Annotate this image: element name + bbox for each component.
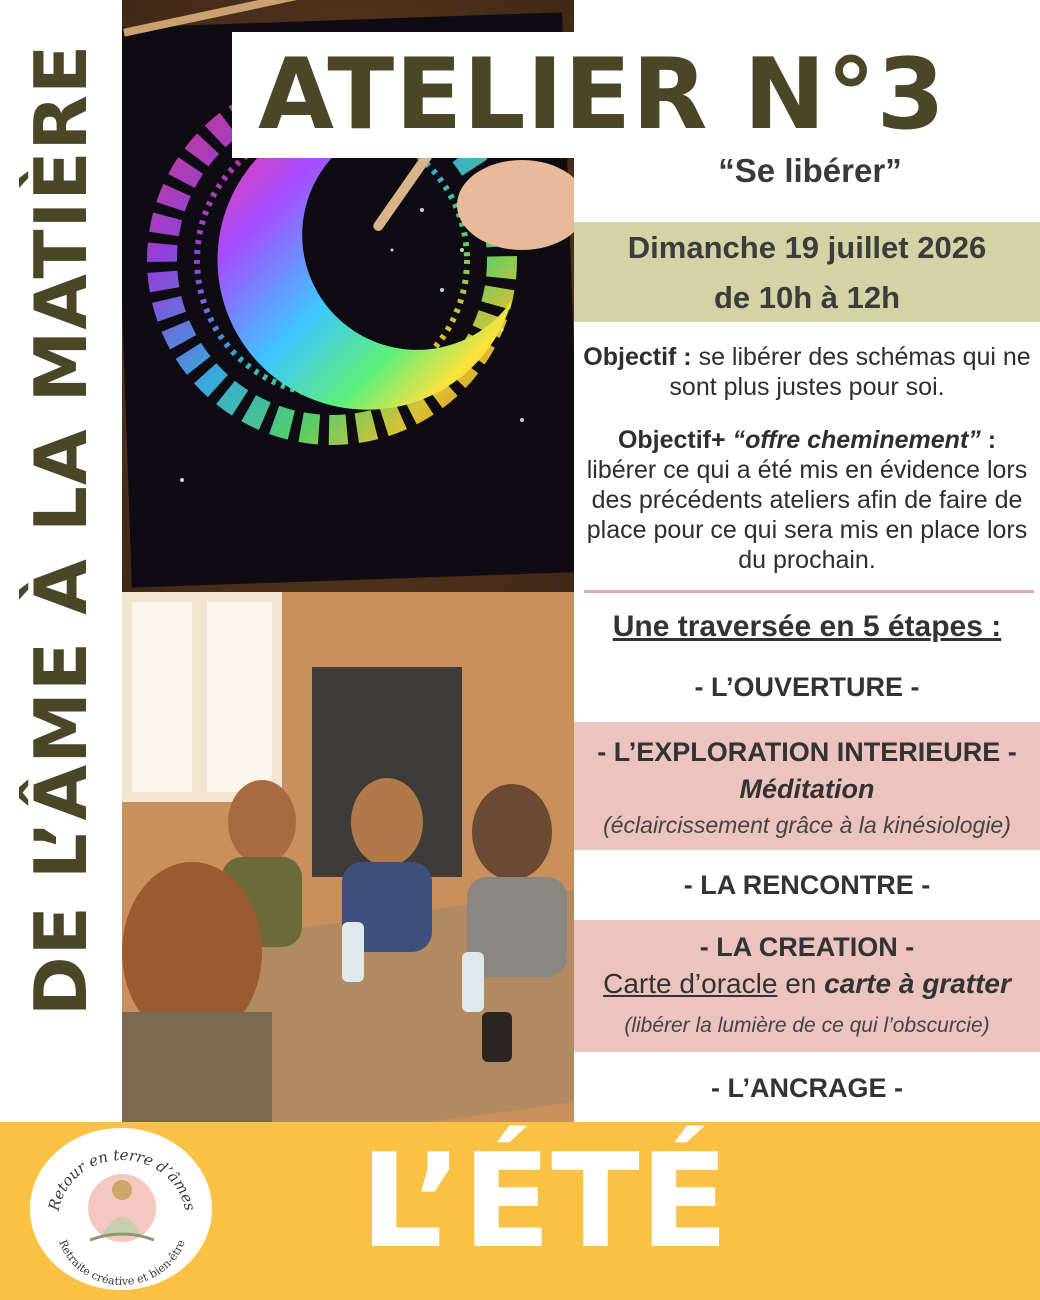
objective-plus-label-end: : [980,426,997,454]
step-exploration-sub: Méditation [739,774,875,804]
page-title: ATELIER N°3 [258,38,946,152]
step-creation: - LA CREATION - [699,932,915,962]
step-creation-sub [574,968,1040,1000]
brand-logo [30,1128,212,1290]
season-title: L’ÉTÉ [360,1125,729,1277]
step-ouverture: - L’OUVERTURE - [694,672,920,702]
vertical-title [0,0,122,1125]
step-exploration: - L’EXPLORATION INTERIEURE - [597,737,1017,767]
svg-text:Retraite créative et bien-être [56,1238,188,1288]
date-line: Dimanche 19 juillet 2026 [627,230,987,265]
objective-text: se libérer des schémas qui ne sont plus justes pour soi. [669,343,1031,401]
step-rencontre: - LA RENCONTRE - [683,870,931,900]
objective-plus-label: Objectif+ [617,426,733,454]
objective-plus-text: libérer ce qui a été mis en évidence lors des précédents ateliers afin de faire de place pour ce qui sera mis en place lors du prochain. [586,456,1028,574]
separator-line [584,590,1034,593]
step-creation-sub-a: Carte d’oracle [603,968,778,999]
objective-paragraph [578,342,1036,402]
workshop-photo [122,592,574,1122]
objective-label: Objectif : [583,343,692,371]
logo-bottom-text: Retraite créative et bien-être [56,1237,188,1289]
step-exploration-note: (éclaircissement grâce à la kinésiologie) [603,812,1011,838]
time-line: de 10h à 12h [713,280,901,315]
step-creation-sub-b: en [777,968,825,999]
objective-plus-paragraph [578,425,1036,575]
steps-heading: Une traversée en 5 étapes : [612,610,1002,643]
subtitle: “Se libérer” [718,152,902,189]
step-ancrage: - L’ANCRAGE - [711,1073,903,1103]
logo-top-text: Retour en terre d’âmes [44,1145,200,1213]
step-creation-sub-c: carte à gratter [824,968,1011,999]
objective-plus-label-italic: “offre cheminement” [732,426,981,454]
vertical-title-text: DE L’ÂME À LA MATIÈRE [19,43,103,1017]
step-creation-note: (libérer la lumière de ce qui l’obscurcie) [624,1014,990,1037]
